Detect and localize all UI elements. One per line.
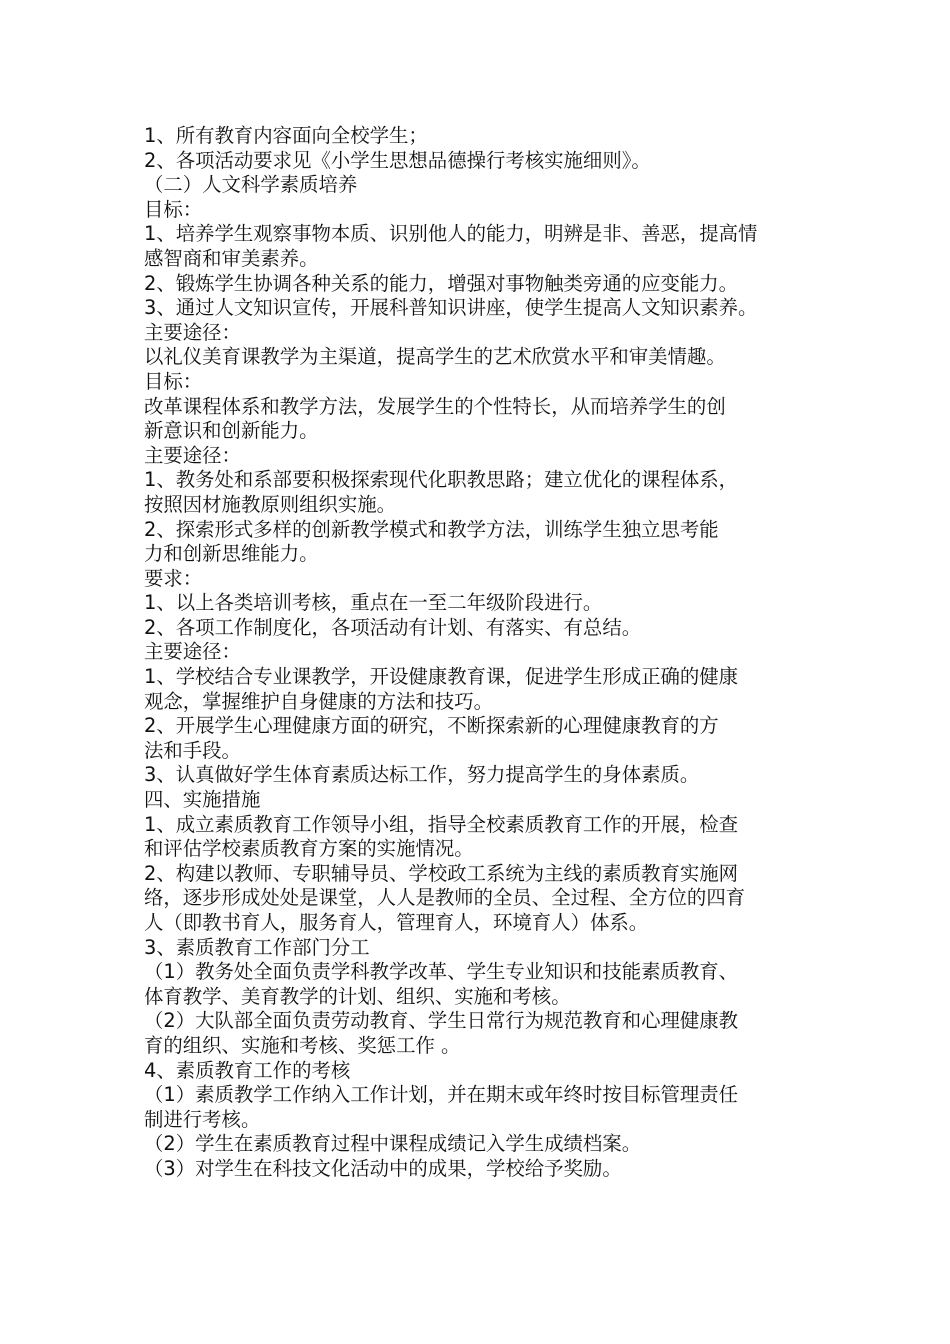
- text-line: 3、认真做好学生体育素质达标工作，努力提高学生的身体素质。: [144, 763, 700, 787]
- text-line: （2）大队部全面负责劳动教育、学生日常行为规范教育和心理健康教: [144, 1009, 739, 1033]
- document-body: [144, 124, 824, 1182]
- text-line: 力和创新思维能力。: [144, 542, 319, 566]
- text-line: 法和手段。: [144, 738, 241, 762]
- text-line: 1、学校结合专业课教学，开设健康教育课，促进学生形成正确的健康: [144, 665, 739, 689]
- text-line: （二）人文科学素质培养: [144, 173, 358, 197]
- text-line: 2、各项活动要求见《小学生思想品德操行考核实施细则》。: [144, 148, 651, 172]
- text-line: 2、锻炼学生协调各种关系的能力，增强对事物触类旁通的应变能力。: [144, 271, 739, 295]
- text-line: 2、探索形式多样的创新教学模式和教学方法，训练学生独立思考能: [144, 517, 719, 541]
- text-line: 观念，掌握维护自身健康的方法和技巧。: [144, 689, 494, 713]
- text-line: 体育教学、美育教学的计划、组织、实施和考核。: [144, 984, 571, 1008]
- text-line: 1、成立素质教育工作领导小组，指导全校素质教育工作的开展，检查: [144, 812, 739, 836]
- text-line: 目标：: [144, 197, 203, 221]
- text-line: 2、开展学生心理健康方面的研究，不断探索新的心理健康教育的方: [144, 714, 719, 738]
- text-line: 四、实施措施: [144, 788, 261, 812]
- text-line: 以礼仪美育课教学为主渠道，提高学生的艺术欣赏水平和审美情趣。: [144, 345, 726, 369]
- text-line: 3、素质教育工作部门分工: [144, 935, 370, 959]
- text-line: 育的组织、实施和考核、奖惩工作 。: [144, 1033, 461, 1057]
- text-line: 改革课程体系和教学方法，发展学生的个性特长，从而培养学生的创: [144, 394, 726, 418]
- text-line: （3）对学生在科技文化活动中的成果，学校给予奖励。: [144, 1156, 622, 1180]
- text-line: 要求：: [144, 566, 203, 590]
- text-line: 1、所有教育内容面向全校学生；: [144, 124, 428, 147]
- text-line: 按照因材施教原则组织实施。: [144, 492, 397, 516]
- text-line: 3、通过人文知识宣传，开展科普知识讲座，使学生提高人文知识素养。: [144, 296, 758, 320]
- text-line: 和评估学校素质教育方案的实施情况。: [144, 837, 474, 861]
- text-line: 感智商和审美素养。: [144, 246, 319, 270]
- text-line: 人（即教书育人，服务育人，管理育人，环境育人）体系。: [144, 911, 649, 934]
- text-line: 主要途径：: [144, 443, 241, 467]
- text-line: 目标：: [144, 369, 203, 393]
- text-line: 新意识和创新能力。: [144, 419, 319, 443]
- text-line: （1）教务处全面负责学科教学改革、学生专业知识和技能素质教育、: [144, 960, 739, 984]
- text-line: 2、各项工作制度化，各项活动有计划、有落实、有总结。: [144, 615, 642, 639]
- text-line: 络，逐步形成处处是课堂，人人是教师的全员、全过程、全方位的四育: [144, 886, 746, 910]
- text-line: 2、构建以教师、专职辅导员、学校政工系统为主线的素质教育实施网: [144, 861, 739, 885]
- text-line: 1、培养学生观察事物本质、识别他人的能力，明辨是非、善恶，提高情: [144, 222, 758, 246]
- text-line: 制进行考核。: [144, 1107, 261, 1131]
- text-line: 主要途径：: [144, 640, 241, 664]
- text-line: （1）素质教学工作纳入工作计划，并在期末或年终时按目标管理责任: [144, 1083, 739, 1107]
- text-line: 1、以上各类培训考核，重点在一至二年级阶段进行。: [144, 591, 603, 615]
- text-line: （2）学生在素质教育过程中课程成绩记入学生成绩档案。: [144, 1132, 642, 1156]
- text-line: 4、素质教育工作的考核: [144, 1058, 351, 1082]
- text-line: 1、教务处和系部要积极探索现代化职教思路；建立优化的课程体系，: [144, 468, 739, 492]
- text-line: 主要途径：: [144, 320, 241, 344]
